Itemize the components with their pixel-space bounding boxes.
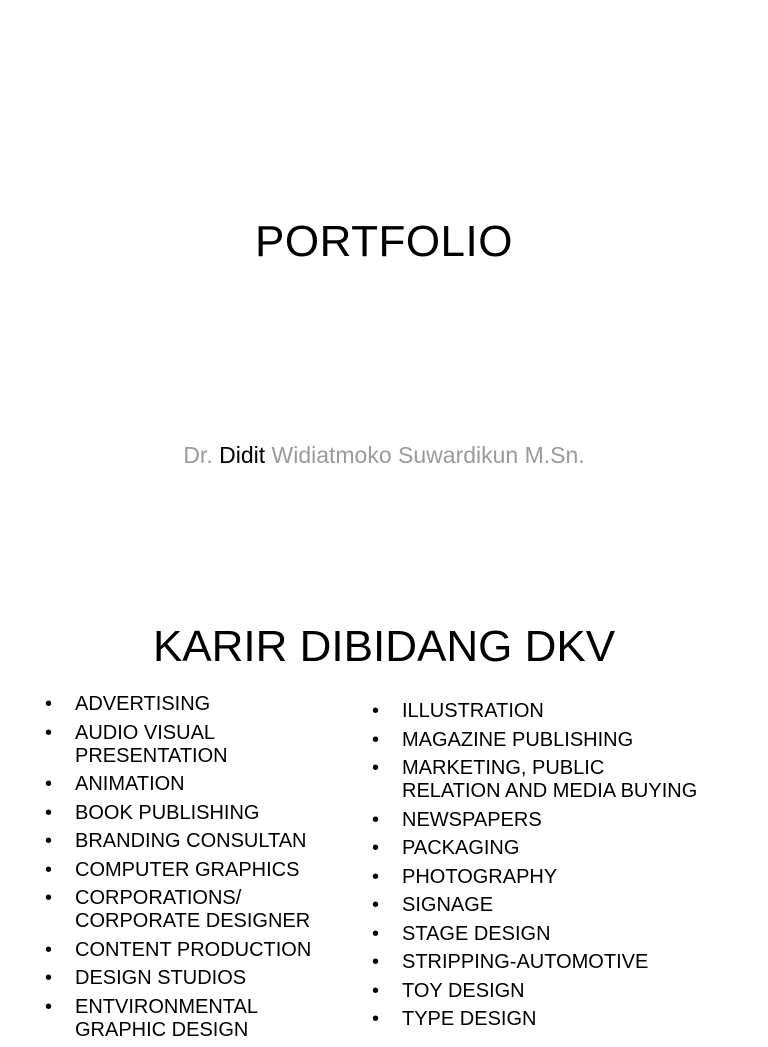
career-item-text: RELATION AND MEDIA BUYING: [402, 780, 698, 802]
career-item-text: ILLUSTRATION: [402, 700, 544, 722]
career-item-text: ENTVIRONMENTAL: [75, 995, 258, 1018]
author-prefix: Dr.: [183, 442, 220, 468]
career-item-text: PRESENTATION: [75, 744, 228, 767]
career-item-text: ADVERTISING: [75, 693, 211, 715]
career-item-text: TYPE DESIGN: [402, 1008, 537, 1030]
career-list-item: [372, 700, 762, 723]
slide-title: PORTFOLIO: [255, 217, 513, 266]
career-list-item: [45, 693, 345, 716]
career-item-text: CORPORATIONS/: [75, 887, 242, 909]
career-list-item: [45, 859, 345, 882]
career-item-text: CONTENT PRODUCTION: [75, 938, 312, 961]
career-item-text: TOY DESIGN: [402, 979, 525, 1002]
career-item-text: ANIMATION: [75, 773, 185, 795]
career-list-item: [372, 894, 762, 917]
author-line: [0, 440, 768, 470]
career-item-text: MAGAZINE PUBLISHING: [402, 728, 634, 751]
career-item-text: STAGE DESIGN: [402, 922, 551, 945]
author-highlight: Didit: [219, 442, 266, 468]
career-slide: [0, 576, 768, 1041]
career-item-text: DESIGN STUDIOS: [75, 967, 247, 989]
career-list-item: [45, 722, 345, 768]
career-list-item: [372, 837, 762, 860]
career-list-right: [372, 700, 762, 1037]
career-item-text: COMPUTER GRAPHICS: [75, 858, 300, 881]
career-list-item: [45, 939, 345, 962]
career-list-item: [45, 802, 345, 825]
career-list-item: [372, 923, 762, 946]
career-item-text: NEWSPAPERS: [402, 808, 542, 831]
career-list-item: [372, 809, 762, 832]
career-list-item: [45, 887, 345, 933]
career-list-item: [372, 866, 762, 889]
career-list-item: [45, 967, 345, 990]
career-item-text: MARKETING, PUBLIC: [402, 757, 605, 779]
career-list-item: [372, 1008, 762, 1031]
career-list-item: [45, 996, 345, 1042]
career-list-item: [45, 773, 345, 796]
career-item-text: PHOTOGRAPHY: [402, 865, 558, 888]
career-item-text: AUDIO VISUAL: [75, 721, 216, 744]
career-item-text: STRIPPING-AUTOMOTIVE: [402, 951, 649, 973]
author-suffix: Widiatmoko Suwardikun M.Sn.: [265, 442, 585, 468]
career-item-text: GRAPHIC DESIGN: [75, 1018, 249, 1041]
career-list-item: [372, 757, 762, 803]
career-item-text: SIGNAGE: [402, 894, 494, 916]
career-list-item: [372, 951, 762, 974]
career-list-item: [372, 729, 762, 752]
career-item-text: BRANDING CONSULTAN: [75, 830, 307, 852]
career-item-text: PACKAGING: [402, 837, 520, 859]
career-list-left: [45, 693, 345, 1047]
career-item-text: BOOK PUBLISHING: [75, 801, 260, 824]
career-list-item: [45, 830, 345, 853]
career-list-item: [372, 980, 762, 1003]
career-slide-title: KARIR DIBIDANG DKV: [152, 622, 616, 671]
career-item-text: CORPORATE DESIGNER: [75, 910, 311, 932]
